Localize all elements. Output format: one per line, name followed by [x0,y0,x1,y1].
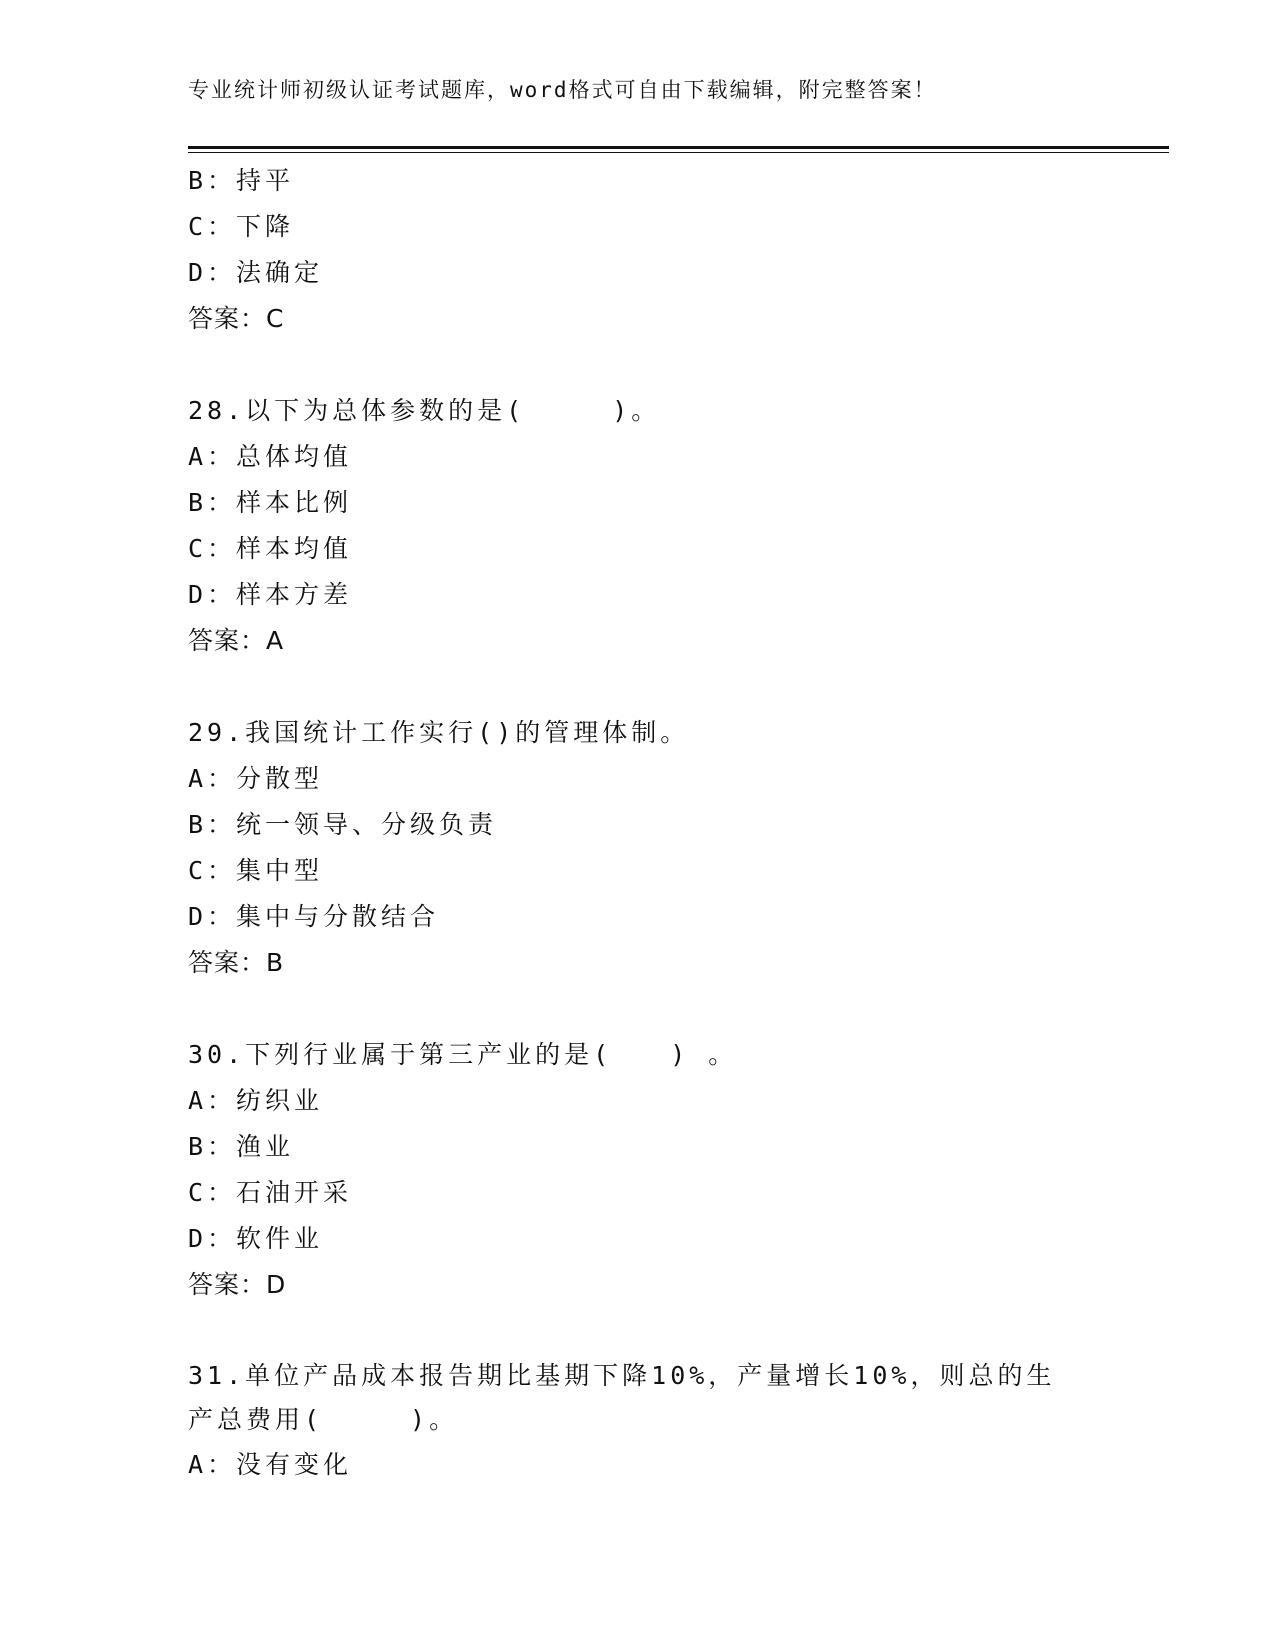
option-d: D：样本方差 [188,580,353,609]
option-d: D：法确定 [188,258,324,287]
option-c: C：下降 [188,212,295,241]
option-a: A：纺织业 [188,1086,324,1115]
question-list [188,158,1088,1488]
option-a: A：分散型 [188,764,324,793]
option-d: D：集中与分散结合 [188,902,440,931]
spacer [188,1308,1088,1354]
question-30 [188,1032,1088,1308]
answer-line: 答案：C [188,304,285,333]
question-29 [188,710,1088,986]
option-a: A：总体均值 [188,442,353,471]
option-c: C：石油开采 [188,1178,353,1207]
option-c: C：集中型 [188,856,324,885]
header-rule-thin [188,152,1169,153]
question-text: 28.以下为总体参数的是( )。 [188,396,661,425]
answer-line: 答案：A [188,626,285,655]
document-header: 专业统计师初级认证考试题库，word格式可自由下载编辑，附完整答案！ [188,78,937,102]
question-text: 29.我国统计工作实行()的管理体制。 [188,718,690,747]
spacer [188,342,1088,388]
spacer [188,664,1088,710]
header-rule-thick [188,146,1169,149]
question-31 [188,1354,1088,1488]
question-27-continued [188,158,1088,342]
question-text: 30.下列行业属于第三产业的是( ) 。 [188,1040,738,1069]
option-b: B：统一领导、分级负责 [188,810,498,839]
option-b: B：样本比例 [188,488,353,517]
option-c: C：样本均值 [188,534,353,563]
option-b: B：持平 [188,166,295,195]
option-a: A：没有变化 [188,1450,353,1479]
option-b: B：渔业 [188,1132,295,1161]
spacer [188,986,1088,1032]
answer-line: 答案：B [188,948,285,977]
question-28 [188,388,1088,664]
question-text: 31.单位产品成本报告期比基期下降10%，产量增长10%，则总的生产总费用( )。 [188,1361,1056,1434]
answer-line: 答案：D [188,1270,287,1299]
option-d: D：软件业 [188,1224,324,1253]
